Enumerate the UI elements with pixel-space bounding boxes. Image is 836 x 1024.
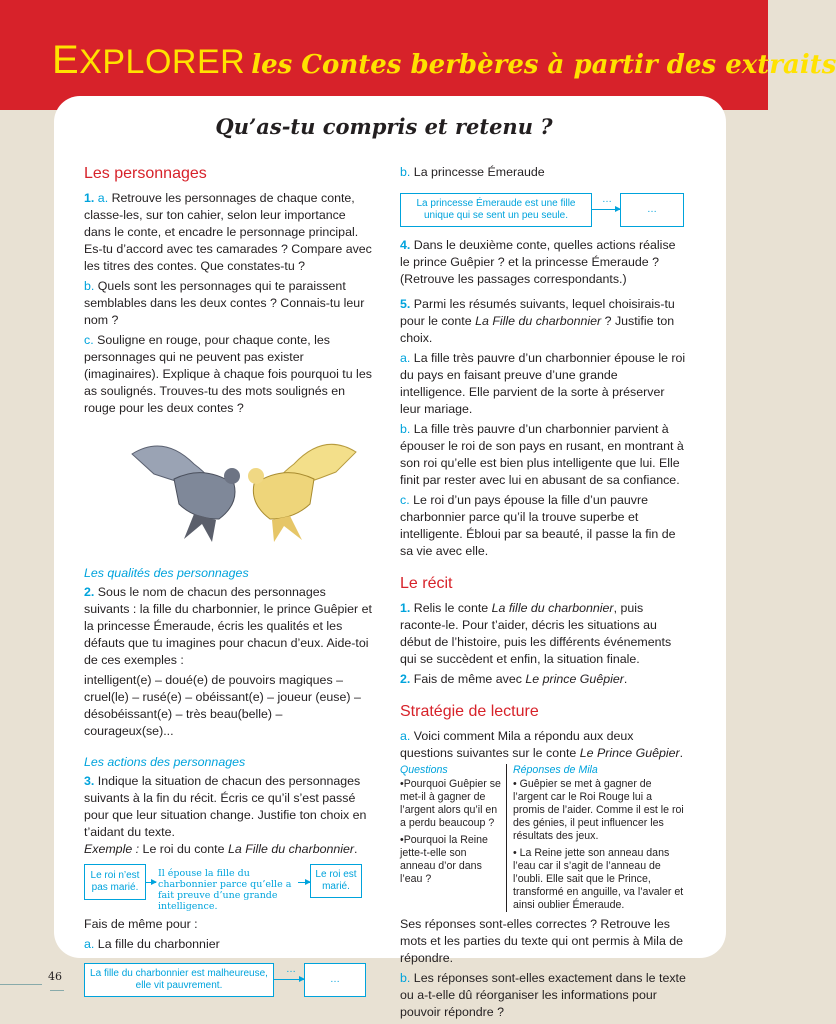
pigeons-illustration xyxy=(124,424,364,548)
right-column xyxy=(400,164,686,1024)
page-banner-title xyxy=(52,38,836,83)
flow-arrow xyxy=(592,209,620,210)
left-column xyxy=(84,164,374,1003)
section-title-personnages: Les personnages xyxy=(84,165,207,182)
page-number-rule xyxy=(50,990,64,991)
flow-arrow xyxy=(274,979,304,980)
qa-answer-2: • La Reine jette son anneau dans l’eau car il s’agit de l’anneau de l’oubli. Elle sait que le Prince, transformé en anguille, va l’avaler et ainsi oublier Émeraude. xyxy=(513,847,684,911)
question-1c: c. Souligne en rouge, pour chaque conte, les personnages qui ne peuvent pas exister (imaginaires). Explique à chaque fois pourquoi tu les as soulignés. Trouves-tu des mots soulignés en rouge pour les deux contes ? xyxy=(84,333,372,415)
flow-middle-note: Il épouse la fille du charbonnier parce qu’elle a fait preuve d’une grande intelligence. xyxy=(158,868,292,912)
subsection-title-qualites: Les qualités des personnages xyxy=(84,566,249,580)
qa-answer-1: • Guêpier se met à gagner de l’argent car le Roi Rouge lui a promis de l’aider. Comme il est le roi des génies, il peut influencer les résultats des jeux. xyxy=(513,778,684,842)
qa-questions-header: Questions xyxy=(400,764,448,776)
summary-b: b. La fille très pauvre d’un charbonnier parvient à épouser le roi de son pays en rusant, en montrant à son roi qu’elle est bien plus intelligente que lui. Elle finit par rester avec lui en abusant de sa confiance. xyxy=(400,422,684,487)
flow-box-end: … xyxy=(620,193,684,227)
qa-table xyxy=(400,764,686,912)
question-1b: b. Quels sont les personnages qui te paraissent semblables dans les deux contes ? Connais-tu leur nom ? xyxy=(84,279,365,327)
banner-cap-letter: E xyxy=(52,38,80,82)
example-line: Exemple : Le roi du conte La Fille du charbonnier. xyxy=(84,842,358,856)
header-banner xyxy=(0,0,836,110)
page-title: Qu’as-tu compris et retenu ? xyxy=(215,114,553,139)
qa-questions-column xyxy=(400,764,506,912)
section-title-recit: Le récit xyxy=(400,575,453,592)
question-3: 3. Indique la situation de chacun des personnages suivants à la fin du récit. Écris ce qu’il s’est passé pour que leur situation change. Justifie ton choix en t’aidant du texte. xyxy=(84,774,367,839)
question-4: 4. Dans le deuxième conte, quelles actions réalise le prince Guêpier ? et la princesse Émeraude ? (Retrouve les passages correspondants.) xyxy=(400,238,676,286)
question-2-examples: intelligent(e) – doué(e) de pouvoirs magiques – cruel(le) – rusé(e) – obéissant(e) – joueur (euse) – désobéissant(e) – très beau(belle) – courageux(se)... xyxy=(84,673,361,738)
recit-question-1: 1. Relis le conte La fille du charbonnier, puis raconte-le. Pour t’aider, décris les situations au début de l’histoire, puis les différents événements qui se succèdent et enfin, la situation finale. xyxy=(400,601,672,666)
flow-fille-charbonnier: La fille du charbonnier est malheureuse, elle vit pauvrement. … … xyxy=(84,959,374,1003)
flow-arrow xyxy=(298,882,310,883)
example-flow-diagram xyxy=(84,862,374,912)
flow-princesse-emeraude: La princesse Émeraude est une fille unique qui se sent un peu seule. … … xyxy=(400,187,686,233)
flow-box-end: … xyxy=(304,963,366,997)
flow-box-end: Le roi est marié. xyxy=(310,864,362,898)
strategie-b: b. Les réponses sont-elles exactement dans le texte ou a-t-elle dû réorganiser les informations pour pouvoir répondre ? xyxy=(400,971,686,1019)
subsection-title-actions: Les actions des personnages xyxy=(84,755,246,769)
flow-box-start: La fille du charbonnier est malheureuse, elle vit pauvrement. xyxy=(84,963,274,997)
strategie-a-followup: Ses réponses sont-elles correctes ? Retrouve les mots et les parties du texte qui ont permis à Mila de répondre. xyxy=(400,917,684,965)
summary-c: c. Le roi d’un pays épouse la fille d’un pauvre charbonnier parce qu’il la trouve superbe et intelligente. Ébloui par sa beauté, il passe la fin de sa vie avec elle. xyxy=(400,493,676,558)
recit-question-2: 2. Fais de même avec Le prince Guêpier. xyxy=(400,672,628,686)
question-5: 5. Parmi les résumés suivants, lequel choisirais-tu pour le conte La Fille du charbonnier ? Justifie ton choix. xyxy=(400,297,675,345)
qa-answers-column xyxy=(506,764,686,912)
item-a: a. La fille du charbonnier xyxy=(84,937,220,951)
faire-meme-label: Fais de même pour : xyxy=(84,917,198,931)
page-number: 46 xyxy=(48,970,62,983)
page-number-rule xyxy=(0,984,42,985)
question-1a: 1. a. Retrouve les personnages de chaque conte, classe-les, sur ton cahier, selon leur importance dans le conte, et encadre le personnage principal. Es-tu d’accord avec tes camarades ? Compare avec les titres des contes. Que constates-tu ? xyxy=(84,191,372,273)
qa-question-1: •Pourquoi Guêpier se met-il à gagner de l’argent alors qu’il en a perdu beaucoup ? xyxy=(400,778,501,829)
section-title-strategie: Stratégie de lecture xyxy=(400,703,539,720)
question-2: 2. Sous le nom de chacun des personnages suivants : la fille du charbonnier, le prince Guêpier et la princesse Émeraude, écris les qualités et les défauts que tu imagines pour chacun d’eux. Aide-toi de ces exemples : xyxy=(84,585,372,667)
qa-question-2: •Pourquoi la Reine jette-t-elle son anneau d’or dans l’eau ? xyxy=(400,834,488,885)
flow-arrow xyxy=(146,882,156,883)
summary-a: a. La fille très pauvre d’un charbonnier épouse le roi du pays en faisant preuve d’une grande intelligence. Elle parvient de la sorte à préserver leur mariage. xyxy=(400,351,686,416)
strategie-a: a. Voici comment Mila a répondu aux deux questions suivantes sur le conte Le Prince Guêpier. xyxy=(400,729,684,760)
qa-answers-header: Réponses de Mila xyxy=(513,764,598,776)
flow-box-start: La princesse Émeraude est une fille unique qui se sent un peu seule. xyxy=(400,193,592,227)
item-b: b. La princesse Émeraude xyxy=(400,165,545,179)
flow-box-start: Le roi n’est pas marié. xyxy=(84,864,146,900)
banner-subtitle: les Contes berbères à partir des extraits xyxy=(251,50,836,80)
banner-word: XPLORER xyxy=(79,43,246,81)
